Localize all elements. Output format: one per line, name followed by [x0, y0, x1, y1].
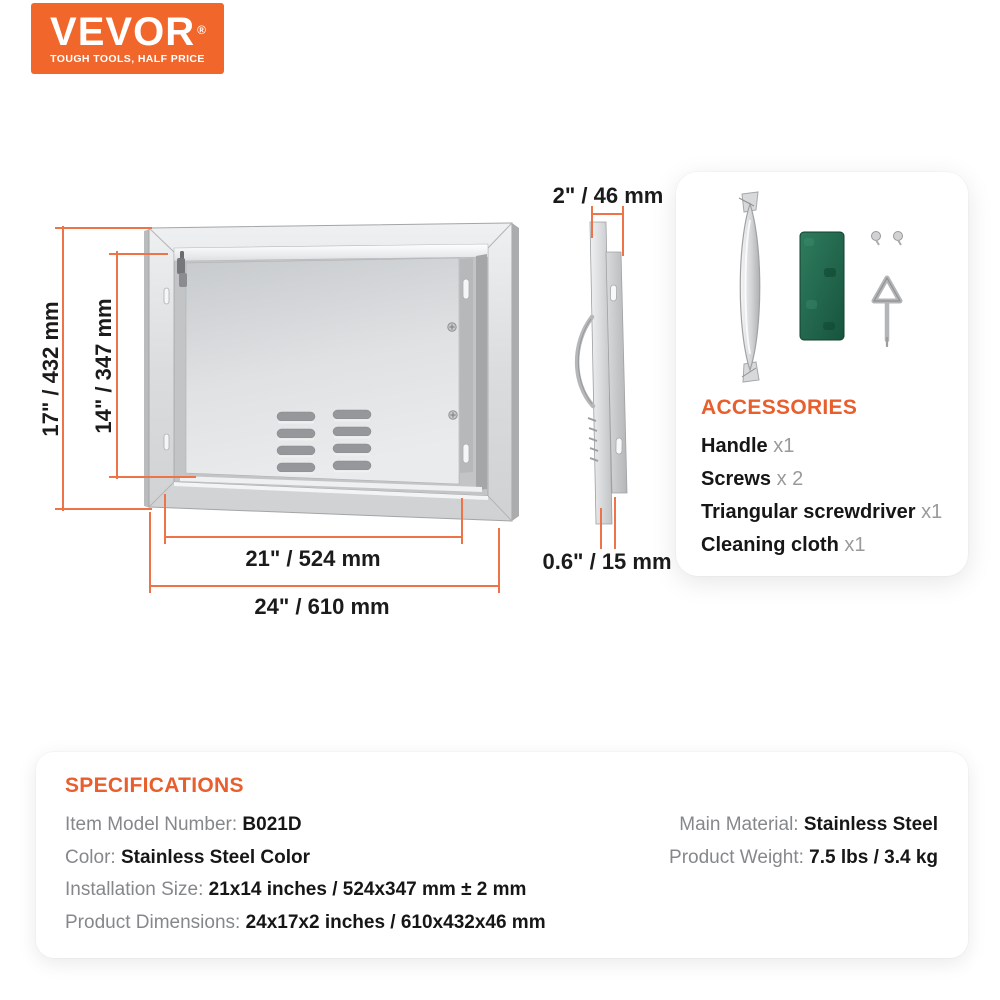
specifications-right-column [669, 809, 938, 874]
spec-row: Color: Stainless Steel Color [65, 846, 310, 868]
door-right-return [512, 223, 519, 521]
registered-mark: ® [197, 22, 207, 37]
accessories-illustration [676, 172, 968, 392]
spec-row: Main Material: Stainless Steel [679, 814, 938, 835]
accessories-card [676, 172, 968, 576]
dim-width-inner-label: 21" / 524 mm [245, 546, 381, 571]
door-panel [186, 258, 459, 484]
accessory-item: Cleaning cloth x1 [701, 534, 866, 556]
handle-icon [739, 192, 760, 382]
logo-tagline: TOUGH TOOLS, HALF PRICE [50, 52, 205, 65]
specifications-title: SPECIFICATIONS [65, 774, 244, 797]
spec-row: Item Model Number: B021D [65, 814, 302, 835]
accessory-item: Handle x1 [701, 435, 795, 457]
specifications-left-column [65, 809, 546, 939]
cleaning-cloth-icon [800, 232, 844, 340]
dim-height-outer-label: 17" / 432 mm [38, 301, 63, 437]
door-side-view [577, 222, 627, 524]
triangular-screwdriver-icon [874, 278, 900, 346]
accessory-item: Screws x 2 [701, 468, 804, 490]
dim-height-inner-label: 14" / 347 mm [91, 298, 116, 434]
dim-thickness-label: 0.6" / 15 mm [542, 549, 672, 574]
spec-row: Installation Size: 21x14 inches / 524x347 mm ± 2 mm [65, 879, 527, 900]
dim-depth-label: 2" / 46 mm [552, 183, 664, 208]
right-door-edge [476, 254, 487, 490]
specifications-card [36, 752, 968, 958]
screws-icon [872, 232, 903, 246]
accessory-item: Triangular screwdriver x1 [701, 501, 943, 523]
latch-screw [449, 411, 457, 419]
accessories-list [701, 430, 951, 562]
latch-screw [448, 323, 456, 331]
spec-row: Product Dimensions: 24x17x2 inches / 610x432x46 mm [65, 911, 546, 933]
accessories-title: ACCESSORIES [701, 396, 858, 419]
door-front-view [144, 223, 519, 521]
spec-row: Product Weight: 7.5 lbs / 3.4 kg [669, 846, 938, 868]
brand-name: VEVOR [50, 9, 196, 54]
dim-width-outer-label: 24" / 610 mm [254, 594, 390, 619]
